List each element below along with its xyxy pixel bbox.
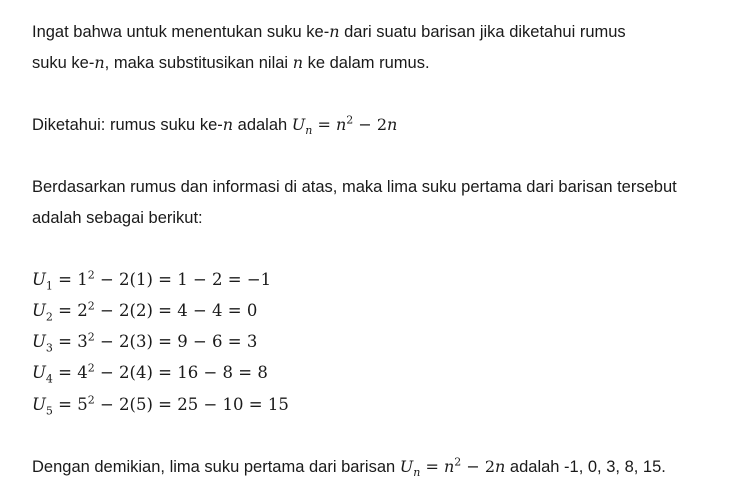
term-u: U (32, 332, 46, 351)
formula-tail: − 2 (461, 457, 496, 476)
known-mid: adalah (233, 116, 292, 134)
term-rest: − 2(2) = 4 − 4 = 0 (94, 301, 258, 320)
term-sub: 5 (45, 404, 53, 418)
intro-var-n: n (329, 22, 340, 41)
formula-eq: = (312, 115, 336, 134)
conclusion-line (32, 456, 666, 478)
term-sup: 2 (87, 299, 95, 313)
term-sup: 2 (87, 393, 95, 407)
known-var: n (222, 115, 234, 134)
term-sub: 4 (45, 372, 53, 386)
term-sub: 1 (45, 279, 53, 293)
formula-sup: 2 (454, 455, 462, 469)
term-rest: − 2(3) = 9 − 6 = 3 (94, 332, 258, 351)
intro-line-2-mid: , maka substitusikan nilai (104, 54, 293, 72)
term-eq: = 3 (52, 332, 88, 351)
term-rest: − 2(1) = 1 − 2 = −1 (94, 270, 272, 289)
conclusion-formula (399, 455, 506, 480)
intro-line-2 (32, 52, 430, 74)
known-line (32, 114, 397, 136)
term-eq: = 2 (52, 301, 88, 320)
term-rest: − 2(4) = 16 − 8 = 8 (94, 363, 268, 382)
based-line-1: Berdasarkan rumus dan informasi di atas, maka lima suku pertama dari barisan tersebut (32, 178, 677, 196)
term-rest: − 2(5) = 25 − 10 = 15 (94, 395, 289, 414)
formula-sup: 2 (346, 113, 354, 127)
intro-line-1-tail: dari suatu barisan jika diketahui rumus (339, 23, 626, 41)
term-sub: 2 (45, 310, 53, 324)
intro-line-1 (32, 21, 626, 43)
based-line-2: adalah sebagai berikut: (32, 209, 203, 227)
term-sup: 2 (87, 268, 95, 282)
intro-line-1-text: Ingat bahwa untuk menentukan suku ke- (32, 23, 330, 41)
term-4 (32, 362, 268, 384)
intro-line-2-tail: ke dalam rumus. (303, 54, 430, 72)
term-eq: = 1 (52, 270, 88, 289)
term-2 (32, 300, 257, 322)
term-sup: 2 (87, 330, 95, 344)
formula-tail: − 2 (353, 115, 388, 134)
formula-n2: n (495, 457, 506, 476)
formula-u: U (291, 115, 306, 134)
formula-n2: n (387, 115, 398, 134)
term-eq: = 5 (52, 395, 88, 414)
formula-sub: n (305, 124, 313, 138)
term-u: U (32, 270, 46, 289)
known-formula (291, 113, 398, 138)
term-u: U (32, 363, 46, 382)
intro-line-2-var2: n (292, 53, 303, 72)
intro-line-2-var: n (94, 53, 105, 72)
formula-sub: n (413, 466, 421, 480)
term-eq: = 4 (52, 363, 88, 382)
term-sup: 2 (87, 361, 95, 375)
formula-eq: = (420, 457, 444, 476)
term-1 (32, 269, 271, 291)
term-3 (32, 331, 257, 353)
conclusion-head: Dengan demikian, lima suku pertama dari barisan (32, 458, 400, 476)
formula-n: n (443, 457, 455, 476)
conclusion-tail: adalah -1, 0, 3, 8, 15. (505, 458, 666, 476)
known-head: Diketahui: rumus suku ke- (32, 116, 223, 134)
formula-u: U (399, 457, 414, 476)
term-u: U (32, 301, 46, 320)
intro-line-2-head: suku ke- (32, 54, 95, 72)
term-5 (32, 394, 289, 416)
term-sub: 3 (45, 341, 53, 355)
formula-n: n (335, 115, 347, 134)
term-u: U (32, 395, 46, 414)
